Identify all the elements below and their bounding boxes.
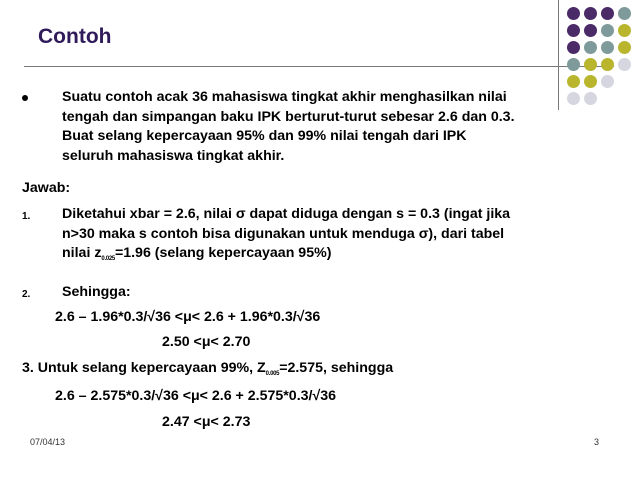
- bullet-dot-icon: [22, 95, 28, 101]
- intro-line: tengah dan simpangan baku IPK berturut-turut sebesar 2.6 dan 0.3.: [62, 108, 515, 125]
- decorative-dot-grid: [567, 7, 637, 117]
- step1-line3-pre: nilai z: [62, 245, 102, 261]
- step2-formula: 2.6 – 1.96*0.3/√36 <μ< 2.6 + 1.96*0.3/√36: [55, 309, 321, 325]
- intro-line: Buat selang kepercayaan 95% dan 99% nilai tengah dari IPK: [62, 128, 467, 144]
- step3-post: =2.575, sehingga: [279, 360, 394, 376]
- step2-label: Sehingga:: [62, 284, 131, 300]
- step1-line: [62, 244, 510, 270]
- step3-subscript: 0.005: [265, 371, 280, 377]
- step3-heading: [22, 359, 393, 385]
- step1-subscript: 0.025: [101, 256, 115, 262]
- intro-line: Suatu contoh acak 36 mahasiswa tingkat akhir menghasilkan nilai: [62, 89, 507, 105]
- step1-number: 1.: [22, 211, 31, 222]
- decorative-vertical-line: [558, 0, 559, 110]
- step3-formula: 2.6 – 2.575*0.3/√36 <μ< 2.6 + 2.575*0.3/√36: [55, 388, 337, 404]
- step1-text: [62, 205, 510, 270]
- step1-line3-post: =1.96 (selang kepercayaan 95%): [114, 245, 332, 261]
- intro-paragraph: [62, 88, 515, 166]
- decorative-horizontal-line: [24, 66, 614, 67]
- step3-pre: 3. Untuk selang kepercayaan 99%, Z: [22, 360, 266, 376]
- jawab-label: Jawab:: [22, 180, 71, 196]
- footer-page-number: 3: [594, 437, 600, 447]
- page-title: Contoh: [38, 25, 112, 48]
- footer-date: 07/04/13: [30, 437, 66, 447]
- step2-number: 2.: [22, 289, 31, 300]
- step2-result: 2.50 <μ< 2.70: [162, 334, 251, 350]
- step1-line: Diketahui xbar = 2.6, nilai σ dapat diduga dengan s = 0.3 (ingat jika: [62, 206, 511, 222]
- step1-line: n>30 maka s contoh bisa digunakan untuk menduga σ), dari tabel: [62, 225, 505, 242]
- intro-line: seluruh mahasiswa tingkat akhir.: [62, 147, 285, 164]
- step3-result: 2.47 <μ< 2.73: [162, 414, 251, 430]
